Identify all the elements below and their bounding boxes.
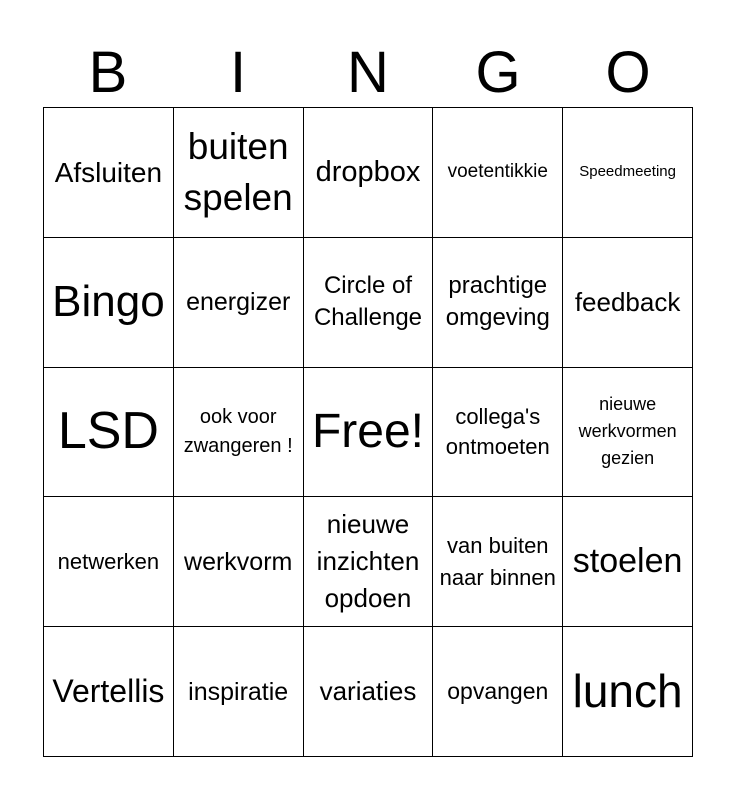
- header-letter-b: B: [88, 40, 128, 105]
- header-letter-n: N: [347, 40, 389, 105]
- bingo-cell: [304, 368, 434, 498]
- cell-text: werkvorm: [184, 547, 293, 576]
- cell-text: nieuwe werkvormen gezien: [578, 394, 677, 469]
- bingo-cell: [563, 108, 693, 238]
- cell-text: ook voor zwangeren !: [183, 405, 293, 457]
- bingo-cell: [433, 238, 563, 368]
- cell-text: Vertellis: [52, 673, 165, 710]
- bingo-cell: [174, 108, 304, 238]
- cell-text: inspiratie: [188, 677, 289, 706]
- bingo-cell: [433, 497, 563, 627]
- cell-text: Speedmeeting: [579, 163, 676, 181]
- cell-text: feedback: [574, 286, 681, 317]
- bingo-cell: [174, 627, 304, 757]
- bingo-cell: [44, 497, 174, 627]
- cell-text: voetentikkie: [447, 161, 548, 182]
- cell-text: buiten spelen: [183, 125, 293, 219]
- bingo-cell: [174, 368, 304, 498]
- cell-text: Free!: [311, 404, 424, 458]
- cell-text: prachtige omgeving: [445, 271, 550, 332]
- cell-text: collega's ontmoeten: [445, 404, 550, 459]
- cell-text: Circle of Challenge: [313, 271, 423, 332]
- cell-text: nieuwe inzichten opdoen: [316, 509, 420, 614]
- bingo-cell: [44, 368, 174, 498]
- bingo-card-grid: [43, 107, 693, 757]
- bingo-cell: [563, 368, 693, 498]
- bingo-cell: [174, 238, 304, 368]
- bingo-cell: [563, 238, 693, 368]
- cell-text: lunch: [572, 665, 683, 718]
- bingo-cell: [44, 627, 174, 757]
- cell-text: dropbox: [315, 156, 421, 188]
- header-letter-g: G: [475, 40, 521, 105]
- bingo-cell: [304, 627, 434, 757]
- bingo-cell: [304, 238, 434, 368]
- bingo-cell: [433, 108, 563, 238]
- bingo-header: [43, 38, 693, 108]
- header-letter-o: O: [605, 40, 651, 105]
- bingo-cell: [304, 108, 434, 238]
- bingo-cell: [433, 627, 563, 757]
- bingo-cell: [44, 238, 174, 368]
- bingo-cell: [433, 368, 563, 498]
- cell-text: energizer: [186, 288, 291, 317]
- cell-text: netwerken: [57, 548, 160, 574]
- bingo-cell: [304, 497, 434, 627]
- bingo-cell: [563, 497, 693, 627]
- cell-text: variaties: [319, 676, 417, 706]
- bingo-cell: [174, 497, 304, 627]
- header-letter-i: I: [229, 40, 247, 105]
- bingo-cell: [44, 108, 174, 238]
- cell-text: Bingo: [52, 277, 165, 326]
- cell-text: Afsluiten: [54, 156, 163, 188]
- cell-text: van buiten naar binnen: [439, 532, 556, 590]
- cell-text: stoelen: [572, 542, 683, 581]
- cell-text: opvangen: [447, 677, 549, 704]
- bingo-cell: [563, 627, 693, 757]
- cell-text: LSD: [57, 402, 159, 461]
